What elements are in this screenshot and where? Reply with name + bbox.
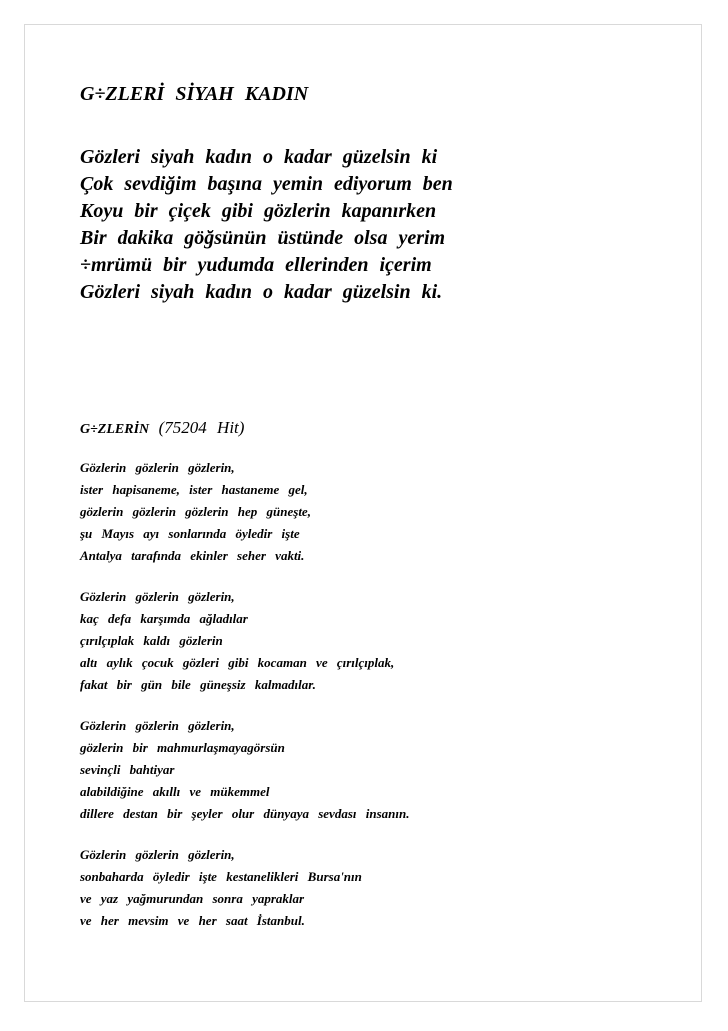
stanza [80, 586, 409, 696]
stanza [80, 844, 409, 932]
poem-line: Çok sevdiğim başına yemin ediyorum ben [80, 173, 453, 195]
stanza-line: fakat bir gün bile güneşsiz kalmadılar. [80, 677, 316, 692]
poem-line: Koyu bir çiçek gibi gözlerin kapanırken [80, 200, 437, 222]
poem-line: Gözleri siyah kadın o kadar güzelsin ki. [80, 281, 443, 303]
stanza [80, 457, 409, 567]
hit-count: (75204 Hit) [158, 418, 245, 437]
stanza-line: Antalya tarafında ekinler seher vakti. [80, 548, 305, 563]
poem-title-text: G÷ZLERİN [80, 422, 150, 437]
document-content [80, 80, 680, 928]
stanza-line: altı aylık çocuk gözleri gibi kocaman ve çırılçıplak, [80, 655, 395, 670]
stanza-line: gözlerin gözlerin gözlerin hep güneşte, [80, 504, 311, 519]
poem-line: Bir dakika göğsünün üstünde olsa yerim [80, 227, 446, 249]
stanza-line: şu Mayıs ayı sonlarında öyledir işte [80, 526, 300, 541]
stanza-line: Gözlerin gözlerin gözlerin, [80, 718, 235, 733]
poem-title-gozlerin [80, 417, 244, 441]
stanza-line: sonbaharda öyledir işte kestanelikleri Bursa'nın [80, 869, 362, 884]
poem-line: ÷mrümü bir yudumda ellerinden içerim [80, 254, 432, 276]
stanza-line: ve yaz yağmurundan sonra yapraklar [80, 891, 305, 906]
poem-body-gozleri-siyah-kadin [80, 144, 680, 306]
stanza-line: gözlerin bir mahmurlaşmayagörsün [80, 740, 285, 755]
stanza-line: Gözlerin gözlerin gözlerin, [80, 460, 235, 475]
stanza-line: çırılçıplak kaldı gözlerin [80, 633, 223, 648]
stanza-line: ve her mevsim ve her saat İstanbul. [80, 913, 305, 928]
poem-title-gozleri-siyah-kadin: G÷ZLERİ SİYAH KADIN [80, 83, 309, 105]
poem-line: Gözleri siyah kadın o kadar güzelsin ki [80, 146, 438, 168]
stanza-line: dillere destan bir şeyler olur dünyaya sevdası insanın. [80, 806, 410, 821]
stanza-line: Gözlerin gözlerin gözlerin, [80, 589, 235, 604]
stanza-line: kaç defa karşımda ağladılar [80, 611, 248, 626]
poem-stanzas [80, 457, 409, 951]
stanza [80, 715, 409, 825]
stanza-line: Gözlerin gözlerin gözlerin, [80, 847, 235, 862]
stanza-line: alabildiğine akıllı ve mükemmel [80, 784, 270, 799]
stanza-line: sevinçli bahtiyar [80, 762, 175, 777]
stanza-line: ister hapisaneme, ister hastaneme gel, [80, 482, 308, 497]
